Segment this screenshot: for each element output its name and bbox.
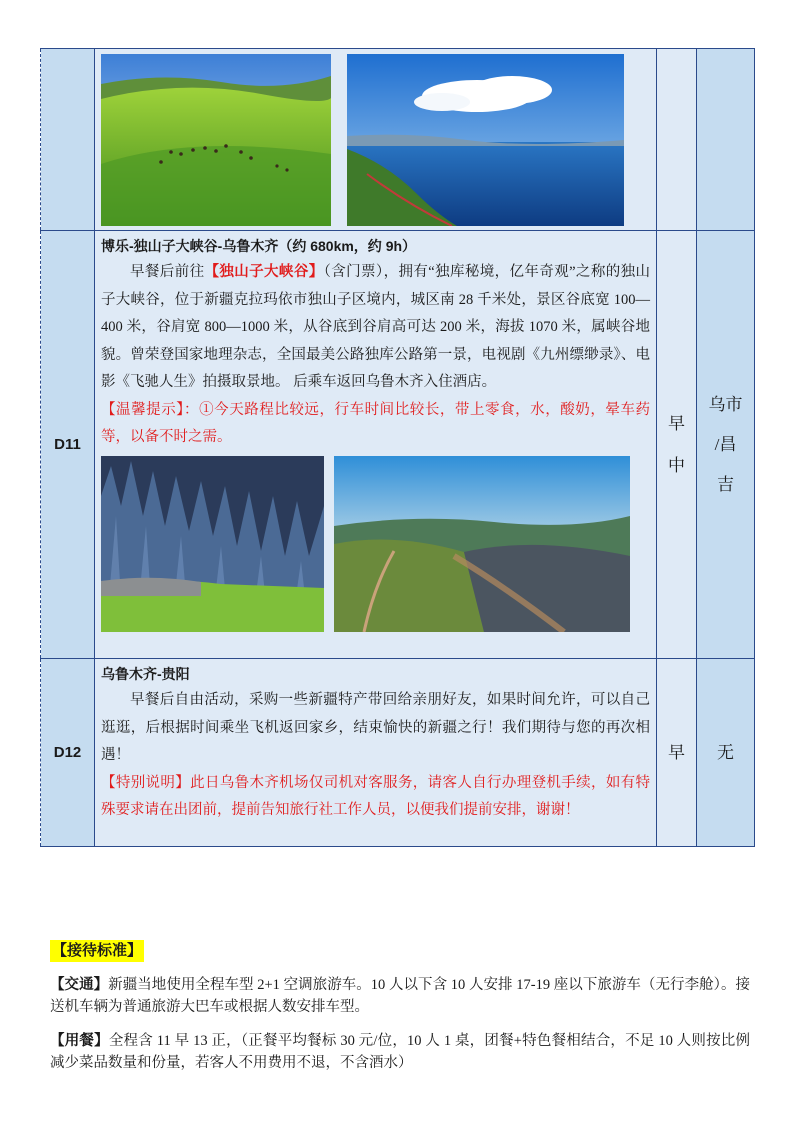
day-description: 早餐后自由活动，采购一些新疆特产带回给亲朋好友，如果时间允许，可以自己逛逛，后根据时间乘坐飞机返回家乡，结束愉快的新疆之行！我们期待与您的再次相遇！ bbox=[101, 692, 650, 763]
section-title: 【接待标准】 bbox=[50, 940, 144, 962]
day-label: D12 bbox=[41, 659, 95, 847]
hotel-cell bbox=[697, 231, 755, 659]
day-content bbox=[95, 231, 657, 659]
attraction-highlight: 【独山子大峡谷】 bbox=[204, 264, 324, 280]
day-cell-empty bbox=[41, 49, 95, 231]
meal-item: 早 bbox=[668, 413, 685, 433]
day-label: D11 bbox=[41, 231, 95, 659]
table-row bbox=[41, 659, 755, 847]
meal-item: 早 bbox=[668, 742, 685, 762]
item-text: 全程含 11 早 13 正，（正餐平均餐标 30 元/位，10 人 1 桌，团餐+特色餐相结合，不足 10 人则按比例减少菜品数量和份量，若客人不用费用不退，不含酒水） bbox=[50, 1033, 751, 1071]
tip bbox=[101, 397, 650, 452]
meal-cell bbox=[657, 659, 697, 847]
hotel-line: /昌 bbox=[714, 434, 737, 454]
transport-item bbox=[50, 974, 750, 1018]
day-content bbox=[95, 659, 657, 847]
day-title: 乌鲁木齐-贵阳 bbox=[101, 666, 190, 682]
reception-standards bbox=[50, 940, 750, 1074]
table-row bbox=[41, 49, 755, 231]
table-row bbox=[41, 231, 755, 659]
sayram-lake-photo bbox=[347, 54, 624, 226]
day-description bbox=[101, 259, 650, 397]
note-label: 【特别说明】 bbox=[101, 774, 191, 791]
meals-item bbox=[50, 1030, 750, 1074]
intro-text: 早餐后前往 bbox=[130, 264, 205, 280]
meal-cell-empty bbox=[657, 49, 697, 231]
special-note bbox=[101, 770, 650, 825]
hotel-cell-empty bbox=[697, 49, 755, 231]
item-label: 【交通】 bbox=[50, 977, 109, 993]
note-text: 此日乌鲁木齐机场仅司机对客服务，请客人自行办理登机手续，如有特殊要求请在出团前，提前告知旅行社工作人员，以便我们提前安排，谢谢！ bbox=[101, 774, 651, 818]
tip-label: 【温馨提示】 bbox=[101, 401, 185, 418]
meal-cell bbox=[657, 231, 697, 659]
hotel-cell bbox=[697, 659, 755, 847]
canyon-aerial-photo bbox=[334, 456, 630, 632]
intro-text: （含门票），拥有“独库秘境，亿年奇观”之称的独山子大峡谷，位于新疆克拉玛依市独山子区境内，城区南 28 千米处，景区谷底宽 100—400 米，谷肩宽 800—1000 米，从谷底到谷肩高可达 200 米，海拔 1070 米，属峡谷地貌。曾荣登国家地理杂志，全国最美公路独库公路第一景，电视剧《九州缥缈录》、电影《飞驰人生》拍摄取景地。 后乘车返回乌鲁木齐入住酒店。 bbox=[101, 264, 651, 390]
item-label: 【用餐】 bbox=[50, 1033, 109, 1049]
tip-text: ：①今天路程比较远，行车时间比较长，带上零食，水，酸奶，晕车药等，以备不时之需。 bbox=[101, 401, 651, 445]
hotel-line: 无 bbox=[717, 742, 734, 762]
day-title: 博乐-独山子大峡谷-乌鲁木齐（约 680km，约 9h） bbox=[101, 238, 417, 254]
rock-pillars-photo bbox=[101, 456, 324, 632]
hotel-line: 吉 bbox=[717, 474, 734, 494]
itinerary-table bbox=[40, 48, 755, 847]
hotel-line: 乌市 bbox=[708, 394, 743, 414]
grassland-horses-photo bbox=[101, 54, 331, 226]
meal-item: 中 bbox=[668, 455, 685, 475]
photo-cell bbox=[95, 49, 657, 231]
item-text: 新疆当地使用全程车型 2+1 空调旅游车。10 人以下含 10 人安排 17-19 座以下旅游车（无行李舱）。接送机车辆为普通旅游大巴车或根据人数安排车型。 bbox=[50, 977, 751, 1015]
